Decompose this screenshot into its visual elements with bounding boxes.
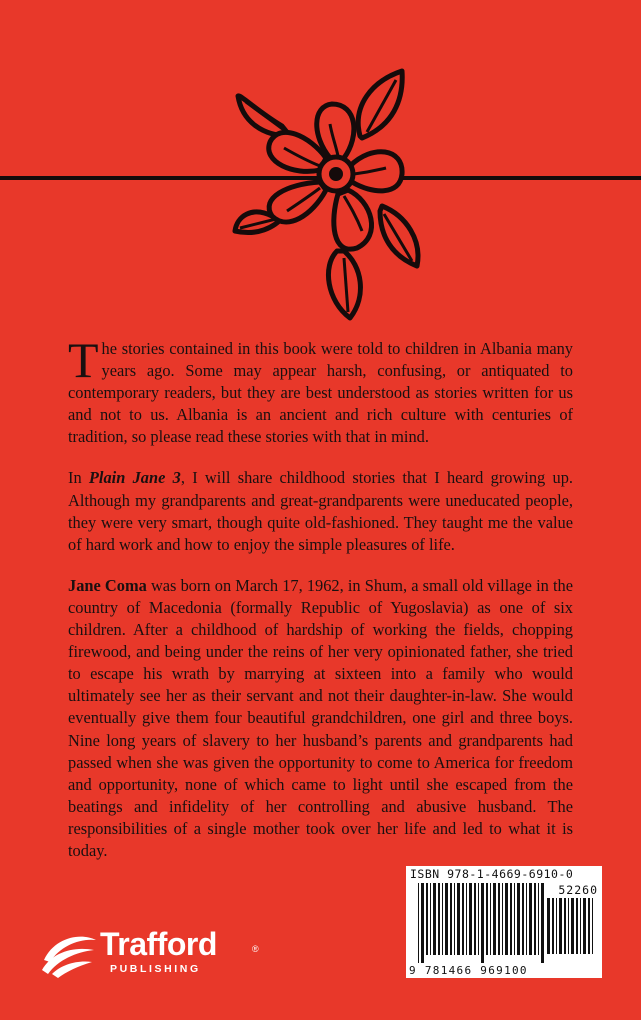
barcode-bar: [418, 883, 419, 963]
barcode-bar: [522, 883, 524, 955]
drop-cap: T: [68, 332, 99, 388]
barcode-bar: [505, 883, 508, 955]
barcode-bar: [564, 898, 566, 954]
barcode-bar: [571, 898, 574, 954]
barcode-bar: [438, 883, 440, 955]
barcode-bar: [442, 883, 443, 955]
isbn-barcode: [406, 866, 602, 978]
barcode-bar: [576, 898, 578, 954]
paragraph-book-prefix: In: [68, 468, 89, 488]
barcode-bar: [580, 898, 581, 954]
barcode-bar: [588, 898, 590, 954]
barcode-bar: [493, 883, 496, 955]
barcode-bar: [529, 883, 532, 955]
barcode-bar: [430, 883, 431, 955]
ean-bars: [418, 883, 544, 963]
barcode-bar: [517, 883, 520, 955]
barcode-bar: [490, 883, 491, 955]
publisher-sub: PUBLISHING: [110, 963, 201, 975]
author-name: Jane Coma: [68, 575, 147, 595]
book-title: Plain Jane 3: [88, 468, 181, 488]
barcode-bar: [466, 883, 467, 955]
barcode-bar: [559, 898, 562, 954]
addon-bars: [547, 898, 597, 962]
barcode-bar: [426, 883, 428, 955]
barcode-bar: [538, 883, 539, 955]
barcode-bar: [510, 883, 512, 955]
publisher-name: Trafford: [100, 926, 217, 962]
barcode-bar: [462, 883, 464, 955]
flower-ornament-icon: [232, 66, 428, 324]
barcode-bar: [534, 883, 536, 955]
barcode-bar: [583, 898, 586, 954]
barcode-bar: [474, 883, 476, 955]
paragraph-author-bio: [68, 575, 573, 862]
barcode-bar: [526, 883, 527, 955]
back-cover-text: [68, 332, 573, 881]
barcode-bar: [481, 883, 484, 963]
isbn-label: ISBN 978-1-4669-6910-0: [410, 867, 574, 881]
paragraph-intro: [68, 332, 573, 448]
barcode-bar: [469, 883, 472, 955]
barcode-bar: [568, 898, 569, 954]
barcode-bar: [486, 883, 488, 955]
barcode-bar: [421, 883, 424, 963]
barcode-bar: [592, 898, 593, 954]
barcode-bar: [502, 883, 503, 955]
barcode-bar: [433, 883, 436, 955]
barcode-bar: [552, 898, 554, 954]
barcode-bar: [445, 883, 448, 955]
barcode-bar: [547, 898, 550, 954]
barcode-bar: [541, 883, 544, 963]
barcode-bar: [478, 883, 479, 955]
ean-digits: 9 781466 969100: [409, 964, 528, 977]
trafford-swoosh-icon: [40, 930, 98, 978]
paragraph-intro-text: he stories contained in this book were told to children in Albania many years ago. Some may appear harsh, confusing, or antiquated to contemporary readers, but they are best understood as stories written for us and not to us. Albania is an ancient and rich culture with centuries of tradition, so please read these stories with that in mind.: [68, 339, 573, 447]
barcode-bar: [457, 883, 460, 955]
barcode-bar: [498, 883, 500, 955]
paragraph-book-text: , I will share childhood stories that I heard growing up. Although my grandparents and great-grandparents were uneducated people, they were very smart, though quite old-fashioned. They taught me the value of hard work and how to enjoy the simple pleasures of life.: [68, 468, 573, 554]
price-code: 52260: [558, 883, 598, 897]
paragraph-book: [68, 467, 573, 555]
barcode-bar: [514, 883, 515, 955]
publisher-logo: [40, 928, 280, 980]
registered-mark: ®: [252, 944, 259, 954]
barcode-bar: [454, 883, 455, 955]
barcode-bar: [556, 898, 557, 954]
barcode-bar: [450, 883, 452, 955]
paragraph-author-text: was born on March 17, 1962, in Shum, a small old village in the country of Macedonia (formally Republic of Yugoslavia) as one of six children. After a childhood of hardship of working the fields, chopping firewood, and being under the reins of her very opinionated father, she tried to escape his wrath by marrying at sixteen into a family who would ultimately see her as their servant and not their daughter-in-law. She would eventually give them four beautiful grandchildren, one girl and three boys. Nine long years of slavery to her husband’s parents and grandparents had passed when she was given the opportunity to come to America for freedom and opportunity, none of which came to light until she escaped from the beatings and infidelity of her controlling and abusive husband. The responsibilities of a single mother took over her life and led to what it is today.: [68, 575, 573, 860]
